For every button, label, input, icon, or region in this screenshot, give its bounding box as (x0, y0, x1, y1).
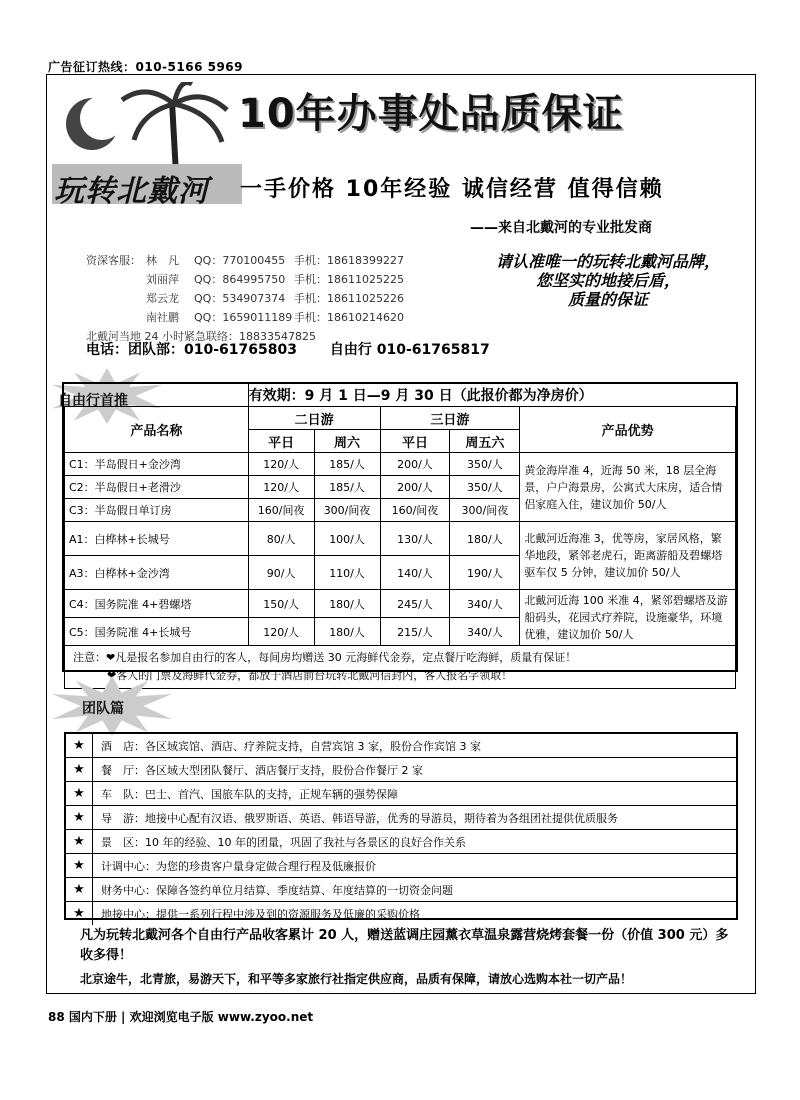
col-saturday: 周六 (314, 430, 380, 453)
star-icon: ★ (66, 734, 93, 757)
headline: 10年办事处品质保证 (238, 91, 624, 137)
col-advantage: 产品优势 (520, 407, 736, 453)
partner-note: 北京途牛，北青旅，易游天下，和平等多家旅行社指定供应商，品质有保障，请放心选购本社一切产品！ (80, 972, 633, 986)
table-row: A3：白桦林+金沙湾 90/人 110/人 140/人 190/人 (65, 556, 736, 590)
star-icon: ★ (66, 806, 93, 829)
col-three-day: 三日游 (380, 407, 520, 430)
star-icon: ★ (66, 902, 93, 925)
table-row: A1：白桦林+长城号 80/人 100/人 130/人 180/人 北戴河近海准 3，优等房，家居风格，繁华地段，紧邻老虎石，距离游船及碧螺塔驱车仅 5 分钟，建议加价 50/人 (65, 522, 736, 556)
advantage-cell: 北戴河近海 100 米准 4，紧邻碧螺塔及游船码头，花园式疗养院，设施豪华，环境优雅，建议加价 50/人 (520, 590, 736, 646)
col-product-name: 产品名称 (65, 407, 249, 453)
table-row: C1：半岛假日+金沙湾 120/人 185/人 200/人 350/人 黄金海岸准 4，近海 50 米，18 层全海景，户户海景房，公寓式大床房，适合情侣家庭入住，建议加价 50/人 (65, 453, 736, 476)
star-icon: ★ (66, 782, 93, 805)
free-travel-phone: 自由行 010-61765817 (329, 342, 490, 358)
star-icon: ★ (66, 878, 93, 901)
advantage-cell: 黄金海岸准 4，近海 50 米，18 层全海景，户户海景房，公寓式大床房，适合情侣家庭入住，建议加价 50/人 (520, 453, 736, 522)
col-weekday: 平日 (248, 430, 314, 453)
price-table (64, 384, 736, 689)
col-two-day: 二日游 (248, 407, 380, 430)
list-item: ★ 车 队：巴士、首汽、国旅车队的支持，正规车辆的强势保障 (66, 782, 736, 806)
list-item: ★ 景 区：10 年的经验、10 年的团量，巩固了我社与各景区的良好合作关系 (66, 830, 736, 854)
page-footer: 88 国内下册 | 欢迎浏览电子版 www.zyoo.net (48, 1010, 314, 1024)
staff-row: 资深客服： 林 凡 QQ：770100455 手机：18618399227 (86, 254, 404, 267)
team-phone: 电话：团队部：010-61765803 (86, 342, 297, 358)
list-item: ★ 地接中心：提供一系列行程中涉及到的资源服务及低廉的采购价格 (66, 902, 736, 925)
star-icon: ★ (66, 830, 93, 853)
source-line: ——来自北戴河的专业批发商 (470, 220, 652, 236)
validity-note: 有效期：9 月 1 日—9 月 30 日（此报价都为净房价） (248, 384, 735, 407)
advantage-cell: 北戴河近海准 3，优等房，家居风格，繁华地段，紧邻老虎石，距离游船及碧螺塔驱车仅 5 分钟，建议加价 50/人 (520, 522, 736, 590)
star-icon: ★ (66, 854, 93, 877)
col-weekday: 平日 (380, 430, 450, 453)
brand-logo (52, 82, 242, 232)
star-icon: ★ (66, 758, 93, 781)
staff-row: 郑云龙 QQ：534907374 手机：18611025226 (146, 292, 404, 305)
free-travel-box (62, 382, 738, 682)
staff-list (86, 251, 404, 346)
list-item: ★ 计调中心：为您的珍贵客户量身定做合理行程及低廉报价 (66, 854, 736, 878)
slogan: 一手价格 10年经验 诚信经营 值得信赖 (240, 177, 664, 202)
free-travel-tag: 自由行首推 (58, 393, 128, 409)
logo-text: 玩转北戴河 (54, 174, 209, 209)
staff-row: 刘丽萍 QQ：864995750 手机：18611025225 (146, 273, 404, 286)
table-row: C2：半岛假日+老滑沙 120/人 185/人 200/人 350/人 (65, 476, 736, 499)
staff-row: 南社鹏 QQ：1659011189 手机：18610214620 (146, 311, 404, 324)
list-item: ★ 酒 店：各区域宾馆、酒店、疗养院支持，自营宾馆 3 家，股份合作宾馆 3 家 (66, 734, 736, 758)
table-row: C4：国务院准 4+碧螺塔 150/人 180/人 245/人 340/人 北戴河近海 100 米准 4，紧邻碧螺塔及游船码头，花园式疗养院，设施豪华，环境优雅，建议加价 50/人 (65, 590, 736, 618)
emergency-contact: 北戴河当地 24 小时紧急联络：18833547825 (86, 330, 316, 343)
team-tag: 团队篇 (82, 701, 124, 717)
table-row: C5：国务院准 4+长城号 120/人 180/人 215/人 340/人 (65, 618, 736, 646)
contact-phones (86, 339, 518, 359)
notes: 注意：❤凡是报名参加自由行的客人，每间房均赠送 30 元海鲜代金券，定点餐厅吃海鲜，质量有保证！ ❤客人的门票及海鲜代金券，都放于酒店前台玩转北戴河信封内，客人报名字领取！ (65, 646, 736, 689)
team-box (64, 732, 738, 920)
list-item: ★ 餐 厅：各区域大型团队餐厅、酒店餐厅支持，股份合作餐厅 2 家 (66, 758, 736, 782)
table-row: C3：半岛假日单订房 160/间夜 300/间夜 160/间夜 300/间夜 (65, 499, 736, 522)
ad-hotline: 广告征订热线：010-5166 5969 (48, 60, 244, 74)
col-fri-sat: 周五六 (450, 430, 520, 453)
brand-promise: 请认准唯一的玩转北戴河品牌， 您坚实的地接后盾， 质量的保证 (495, 252, 720, 309)
gift-offer: 凡为玩转北戴河各个自由行产品收客累计 20 人，赠送蓝调庄园薰衣草温泉露营烧烤套餐一份（价值 300 元）多收多得！ (80, 928, 729, 963)
list-item: ★ 财务中心：保障各签约单位月结算、季度结算、年度结算的一切资金问题 (66, 878, 736, 902)
list-item: ★ 导 游：地接中心配有汉语、俄罗斯语、英语、韩语导游，优秀的导游员，期待着为各组团社提供优质服务 (66, 806, 736, 830)
